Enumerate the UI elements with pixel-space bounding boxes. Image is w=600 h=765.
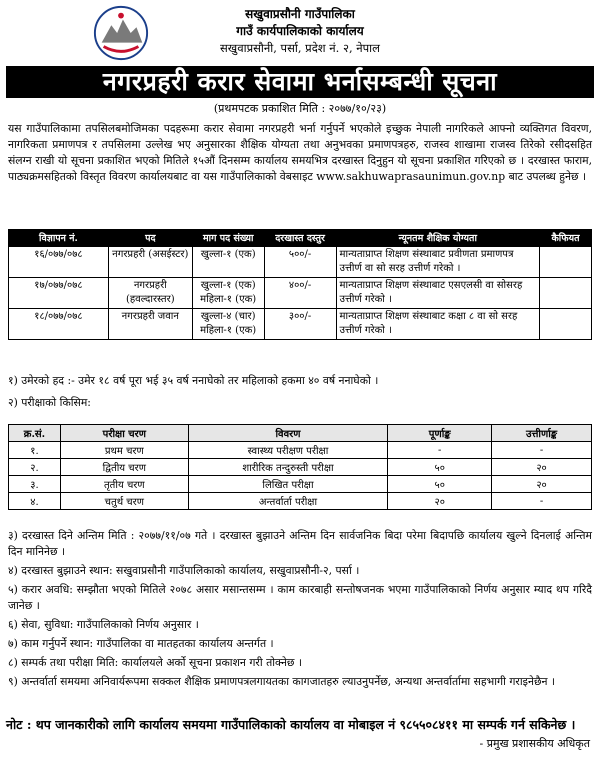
- exam-desc: शारीरिक तन्दुरुस्ती परीक्षा: [188, 459, 388, 476]
- exam-stage: तृतीय चरण: [60, 476, 188, 493]
- list-item: ९) अन्तर्वार्ता समयमा अनिवार्यरूपमा सक्कल शैक्षिक प्रमाणपत्रलगायतका कागजातहरु ल्याउनुपर्नेछ, अन्यथा अन्तर्वार्तामा सहभागी गराइनेछैन ।: [8, 675, 556, 688]
- list-item: ३) दरखास्त दिने अन्तिम मिति : २०७७/११/०७ गते । दरखास्त बुझाउने अन्तिम दिन सार्वजनिक बिदा परेमा बिदापछि कार्यालय खुल्ने दिनलाई अन्तिम दिन मानिनेछ ।: [8, 529, 592, 558]
- list-item: ४) दरखास्त बुझाउने स्थान: सखुवाप्रसौनी गाउँपालिकाको कार्यालय, सखुवाप्रसौनी-२, पर्सा ।: [8, 564, 360, 577]
- remark: [540, 278, 592, 309]
- vacancy-table: [8, 229, 592, 340]
- exam-desc: अन्तर्वार्ता परीक्षा: [188, 493, 388, 510]
- fee: ५००/-: [264, 247, 336, 278]
- exam-desc: स्वास्थ्य परीक्षण परीक्षा: [188, 442, 388, 459]
- post-count: खुल्ला-४ (चार) महिला-१ (एक): [192, 309, 264, 340]
- serial: २.: [9, 459, 61, 476]
- table-row: [9, 493, 592, 510]
- office-address: सखुवाप्रसौनी, पर्सा, प्रदेश नं. २, नेपाल: [220, 41, 380, 55]
- office-name: गाउँ कार्यपालिकाको कार्यालय: [236, 24, 364, 38]
- table-row: [9, 278, 592, 309]
- intro-paragraph: यस गाउँपालिकामा तपसिलबमोजिमका पदहरूमा करार सेवामा नगरप्रहरी भर्ना गर्नुपर्ने भएकोले इच्छुक नेपाली नागरिकले आफ्नो व्यक्तिगत विवरण, नागरिकता प्रमाणपत्र र तपसिलमा उल्लेख भए अनुसारका शैक्षिक योग्यता तथा अनुभवका प्रमाणपत्रहरु, राजस्व शाखामा राजस्व तिरेको रसीदसहित संलग्न राखी यो सूचना प्रकाशित भएको मितिले १५औं दिनसम्म कार्यालय समयभित्र दरखास्त दिनुहुन यो सूचना प्रकाशित गरिएको छ । दरखास्त फाराम, पाठ्यक्रमसहितको विस्तृत विवरण कार्यालयबाट वा यस गाउँपालिकाको वेबसाइट www.sakhuwaprasaunimun.gov.np बाट उपलब्ध हुनेछ ।: [8, 122, 592, 183]
- org-name: सखुवाप्रसौनी गाउँपालिका: [245, 7, 355, 21]
- serial: ४.: [9, 493, 61, 510]
- col-header: विवरण: [188, 425, 388, 442]
- table-row: [9, 459, 592, 476]
- pass-marks: -: [492, 493, 592, 510]
- col-header: विज्ञापन नं.: [9, 230, 109, 247]
- list-item: ७) काम गर्नुपर्ने स्थान: गाउँपालिका वा मातहतका कार्यालय अन्तर्गत ।: [8, 637, 274, 650]
- table-row: [9, 442, 592, 459]
- full-marks: -: [388, 442, 492, 459]
- list-item: ८) सम्पर्क तथा परीक्षा मिति: कार्यालयले अर्को सूचना प्रकाशन गरी तोक्नेछ ।: [8, 656, 303, 669]
- col-header: परीक्षा चरण: [60, 425, 188, 442]
- exam-stage: प्रथम चरण: [60, 442, 188, 459]
- table-header-row: [9, 230, 592, 247]
- col-header: कैफियत: [540, 230, 592, 247]
- adv-no: १७/०७७/०७८: [9, 278, 109, 309]
- col-header: माग पद संख्या: [192, 230, 264, 247]
- remark: [540, 309, 592, 340]
- conditions-list: [8, 528, 592, 693]
- full-marks: ५०: [388, 476, 492, 493]
- exam-stage: द्वितीय चरण: [60, 459, 188, 476]
- table-row: [9, 476, 592, 493]
- post: नगरप्रहरी (हवल्दारस्तर): [108, 278, 192, 309]
- notice-title: नगरप्रहरी करार सेवामा भर्नासम्बन्धी सूचना: [6, 66, 594, 98]
- published-date: (प्रथमपटक प्रकाशित मिति : २०७७/१०/२३): [213, 102, 387, 115]
- pass-marks: -: [492, 442, 592, 459]
- qualification: मान्यताप्राप्त शिक्षण संस्थाबाट कक्षा ८ वा सो सरह उत्तीर्ण गरेको ।: [336, 309, 540, 340]
- post-count: खुल्ला-१ (एक) महिला-१ (एक): [192, 278, 264, 309]
- list-item: ५) करार अवधि: सम्झौता भएको मितिले २०७८ असार मसान्तसम्म । काम कारबाही सन्तोषजनक भएमा गाउँपालिकाको निर्णय अनुसार म्याद थप गरिदै जानेछ ।: [8, 583, 592, 612]
- full-marks: ५०: [388, 459, 492, 476]
- exam-type-heading: २) परीक्षाको किसिम:: [8, 396, 91, 409]
- fee: ३००/-: [264, 309, 336, 340]
- pass-marks: २०: [492, 476, 592, 493]
- col-header: उत्तीर्णाङ्क: [492, 425, 592, 442]
- post: नगरप्रहरी जवान: [108, 309, 192, 340]
- col-header: दरखास्त दस्तुर: [264, 230, 336, 247]
- letterhead: [0, 0, 600, 66]
- post: नगरप्रहरी (असईस्टर): [108, 247, 192, 278]
- signatory: - प्रमुख प्रशासकीय अधिकृत: [479, 737, 590, 750]
- col-header: क्र.सं.: [9, 425, 61, 442]
- post-count: खुल्ला-१ (एक): [192, 247, 264, 278]
- remark: [540, 247, 592, 278]
- col-header: पद: [108, 230, 192, 247]
- exam-desc: लिखित परीक्षा: [188, 476, 388, 493]
- table-header-row: [9, 425, 592, 442]
- qualification: मान्यताप्राप्त शिक्षण संस्थाबाट एसएलसी वा सोसरह उत्तीर्ण गरेको ।: [336, 278, 540, 309]
- serial: ३.: [9, 476, 61, 493]
- pass-marks: २०: [492, 459, 592, 476]
- table-row: [9, 247, 592, 278]
- adv-no: १६/०७७/०७८: [9, 247, 109, 278]
- age-limit-note: १) उमेरको हद :- उमेर १८ वर्ष पूरा भई ३५ वर्ष ननाघेको तर महिलाको हकमा ४० वर्ष ननाघेको ।: [8, 374, 379, 387]
- table-row: [9, 309, 592, 340]
- exam-table: [8, 424, 592, 510]
- qualification: मान्यताप्राप्त शिक्षण संस्थाबाट प्रवीणता प्रमाणपत्र उत्तीर्ण वा सो सरह उत्तीर्ण गरेको ।: [336, 247, 540, 278]
- fee: ४००/-: [264, 278, 336, 309]
- exam-stage: चतुर्थ चरण: [60, 493, 188, 510]
- serial: १.: [9, 442, 61, 459]
- list-item: ६) सेवा, सुविधा: गाउँपालिकाको निर्णय अनुसार ।: [8, 618, 199, 631]
- contact-note: नोट : थप जानकारीको लागि कार्यालय समयमा गाउँपालिकाको कार्यालय वा मोबाइल नं ९८५५०८४११ मा सम्पर्क गर्न सकिनेछ ।: [6, 717, 576, 732]
- adv-no: १८/०७७/०७८: [9, 309, 109, 340]
- col-header: न्यूनतम शैक्षिक योग्यता: [336, 230, 540, 247]
- full-marks: २०: [388, 493, 492, 510]
- col-header: पूर्णाङ्क: [388, 425, 492, 442]
